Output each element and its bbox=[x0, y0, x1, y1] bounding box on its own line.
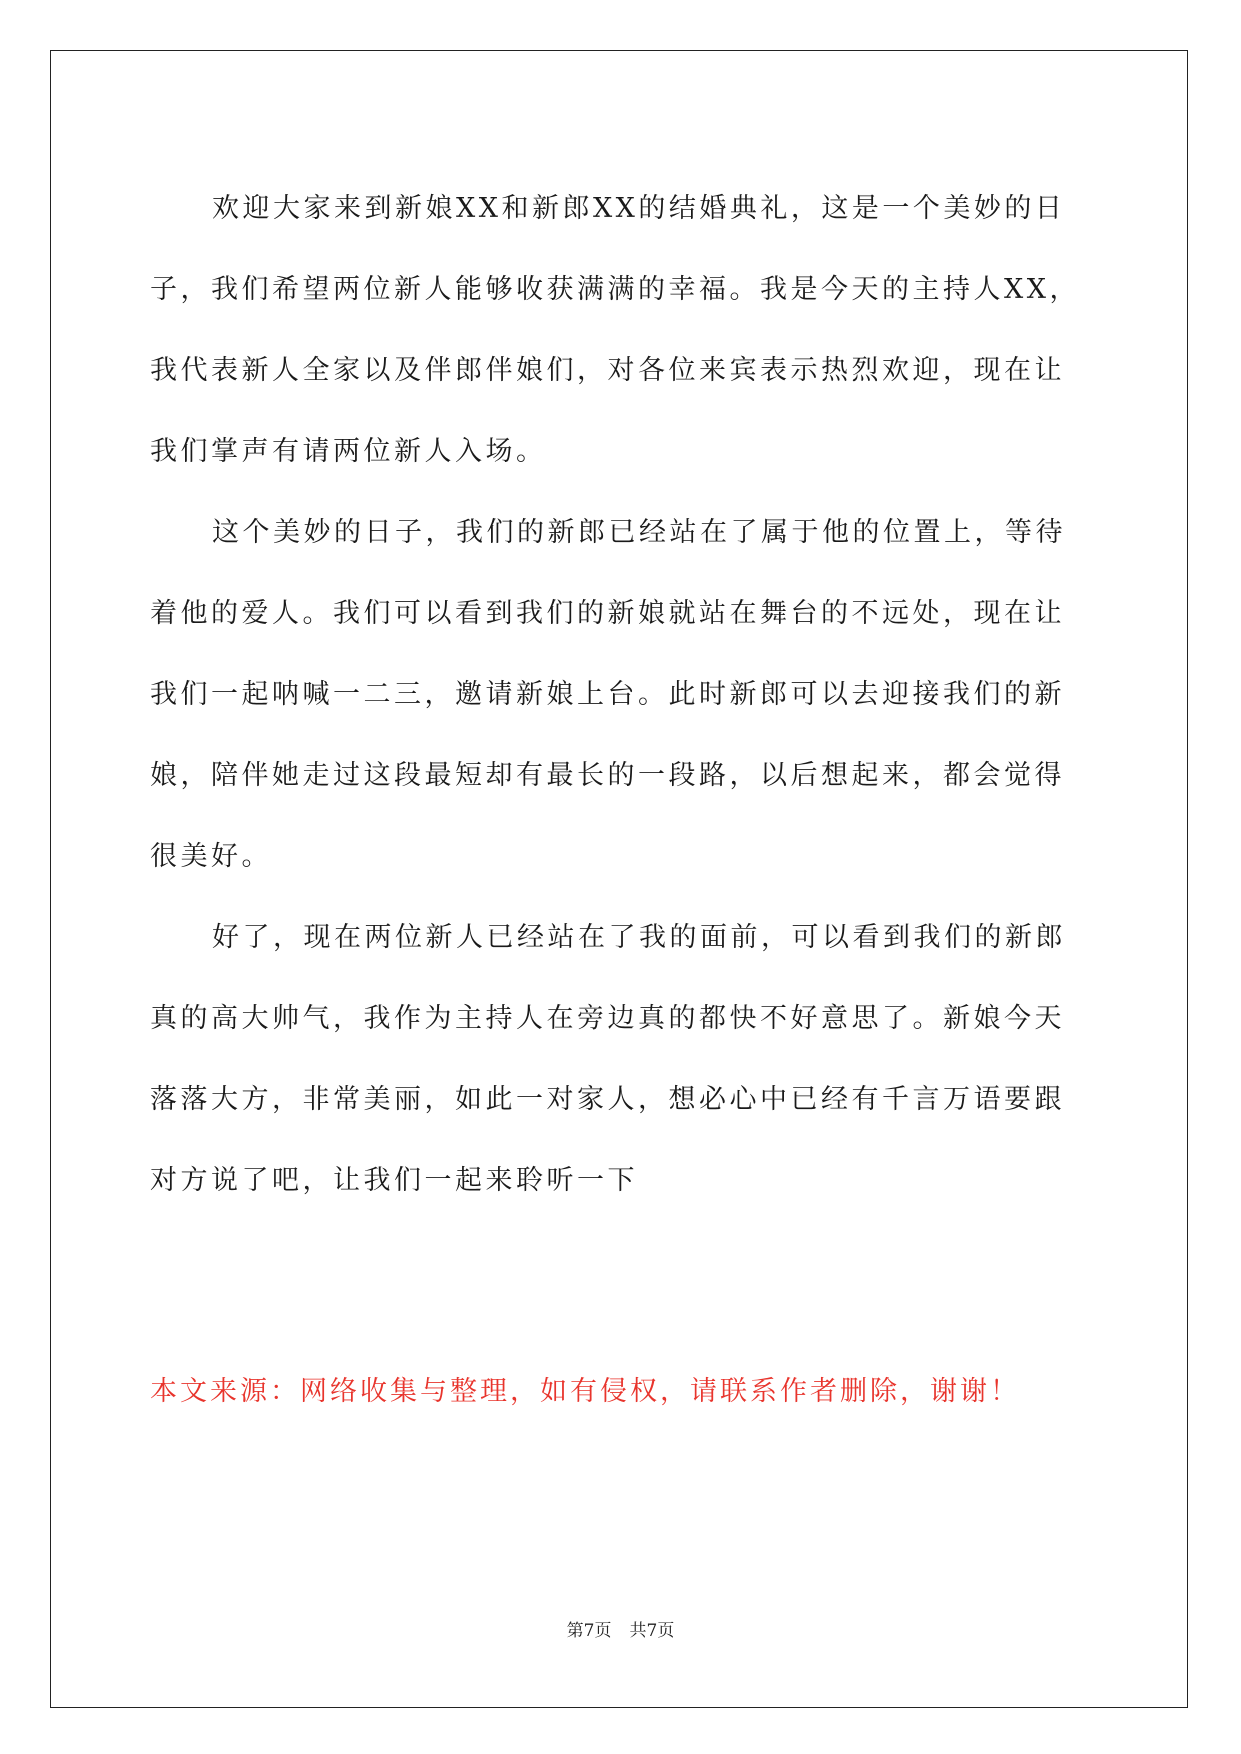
page-footer bbox=[0, 1616, 1241, 1641]
paragraph-1-line-3: 我代表新人全家以及伴郎伴娘们，对各位来宾表示热烈欢迎，现在让 bbox=[150, 355, 1065, 386]
page-number-total: 共7页 bbox=[629, 1621, 675, 1641]
paragraph-2-line-2: 着他的爱人。我们可以看到我们的新娘就站在舞台的不远处，现在让 bbox=[150, 598, 1065, 629]
page-number-current: 第7页 bbox=[566, 1621, 612, 1641]
paragraph-1-line-2: 子，我们希望两位新人能够收获满满的幸福。我是今天的主持人XX， bbox=[150, 274, 1080, 305]
paragraph-3-line-2: 真的高大帅气，我作为主持人在旁边真的都快不好意思了。新娘今天 bbox=[150, 1003, 1065, 1034]
paragraph-3-line-1: 好了，现在两位新人已经站在了我的面前，可以看到我们的新郎 bbox=[212, 922, 1066, 953]
paragraph-2-line-3: 我们一起呐喊一二三，邀请新娘上台。此时新郎可以去迎接我们的新 bbox=[150, 679, 1065, 710]
paragraph-3-line-4: 对方说了吧，让我们一起来聆听一下 bbox=[150, 1165, 638, 1196]
paragraph-1-line-4: 我们掌声有请两位新人入场。 bbox=[150, 436, 547, 467]
paragraph-2-line-5: 很美好。 bbox=[150, 841, 272, 872]
paragraph-3-line-3: 落落大方，非常美丽，如此一对家人，想必心中已经有千言万语要跟 bbox=[150, 1084, 1065, 1115]
source-note: 本文来源：网络收集与整理，如有侵权，请联系作者删除，谢谢！ bbox=[150, 1376, 1020, 1407]
paragraph-1-line-1: 欢迎大家来到新娘XX和新郎XX的结婚典礼，这是一个美妙的日 bbox=[212, 193, 1066, 224]
paragraph-2-line-1: 这个美妙的日子，我们的新郎已经站在了属于他的位置上，等待 bbox=[212, 517, 1066, 548]
paragraph-2-line-4: 娘，陪伴她走过这段最短却有最长的一段路，以后想起来，都会觉得 bbox=[150, 760, 1065, 791]
document-body bbox=[150, 168, 1090, 1221]
